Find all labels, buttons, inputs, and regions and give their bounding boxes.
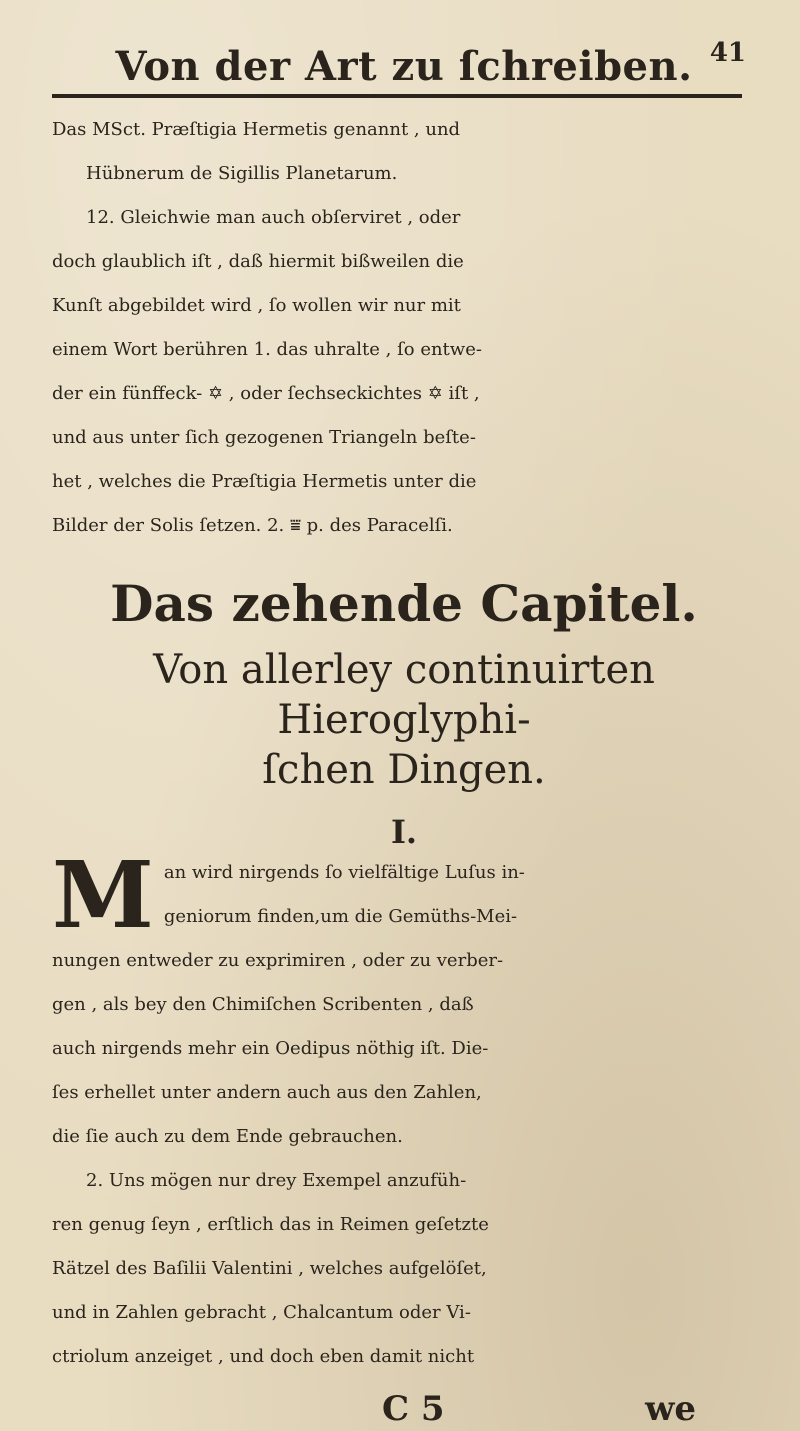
text-line: und aus unter ſich gezogenen Triangeln beſte- [52,427,476,448]
section-1 [52,841,756,1159]
text-line: 2. Uns mögen nur drey Exempel anzufüh- [86,1170,467,1191]
page-footer [52,1379,756,1429]
text-line: der ein fünffeck- ✡ , oder ſechseckichtes ✡ iſt , [52,383,480,404]
page-header [52,28,756,90]
text-line: Das MSct. Præſtigia Hermetis genannt , und [52,119,461,140]
text-line: nungen entweder zu exprimiren , oder zu verber- [52,950,504,971]
header-rule [52,94,742,98]
text-line: gen , als bey den Chimiſchen Scribenten , daß [52,994,474,1015]
signature-mark: C 5 [382,1389,445,1429]
page-number: 41 [709,38,746,68]
section-2 [52,1159,756,1379]
text-line: 12. Gleichwie man auch obſerviret , oder [86,207,461,228]
text-line: an wird nirgends ſo vielfältige Luſus in- [163,862,525,883]
text-line: Kunſt abgebildet wird , ſo wollen wir nur mit [52,295,461,316]
chapter-title: Das zehende Capitel. [110,574,698,633]
text-line: doch glaublich iſt , daß hiermit bißweilen die [52,251,464,272]
section-number: I. [390,813,418,851]
text-line: einem Wort berühren 1. das uhralte , ſo entwe- [52,339,482,360]
text-line: Hübnerum de Sigillis Planetarum. [86,163,398,184]
catchword: we [645,1389,696,1429]
text-line: Rätzel des Baſilii Valentini , welches aufgelöſet, [52,1258,487,1279]
text-line: und in Zahlen gebracht , Chalcantum oder Vi- [52,1302,471,1323]
text-line: Bilder der Solis ſetzen. 2. ⩸ p. des Paracelſi. [52,515,453,536]
text-line: geniorum finden,um die Gemüths-Mei- [163,906,518,927]
section-12 [52,196,756,548]
text-line: ctriolum anzeiget , und doch eben damit nicht [52,1346,475,1367]
chapter-subtitle-line2: ſchen Dingen. [262,747,546,793]
text-line: ren genug ſeyn , erſtlich das in Reimen geſetzte [52,1214,489,1235]
text-line: ſes erhellet unter andern auch aus den Zahlen, [52,1082,482,1103]
section-12-intro [52,108,756,196]
text-line: auch nirgends mehr ein Oedipus nöthig iſt. Die- [52,1038,489,1059]
chapter-subtitle-line1: Von allerley continuirten Hieroglyphi- [153,647,655,743]
text-line: het , welches die Præſtigia Hermetis unter die [52,471,477,492]
text-line: die ſie auch zu dem Ende gebrauchen. [52,1126,403,1147]
running-title: Von der Art zu ſchreiben. [115,43,693,90]
drop-capital: M [52,841,154,949]
